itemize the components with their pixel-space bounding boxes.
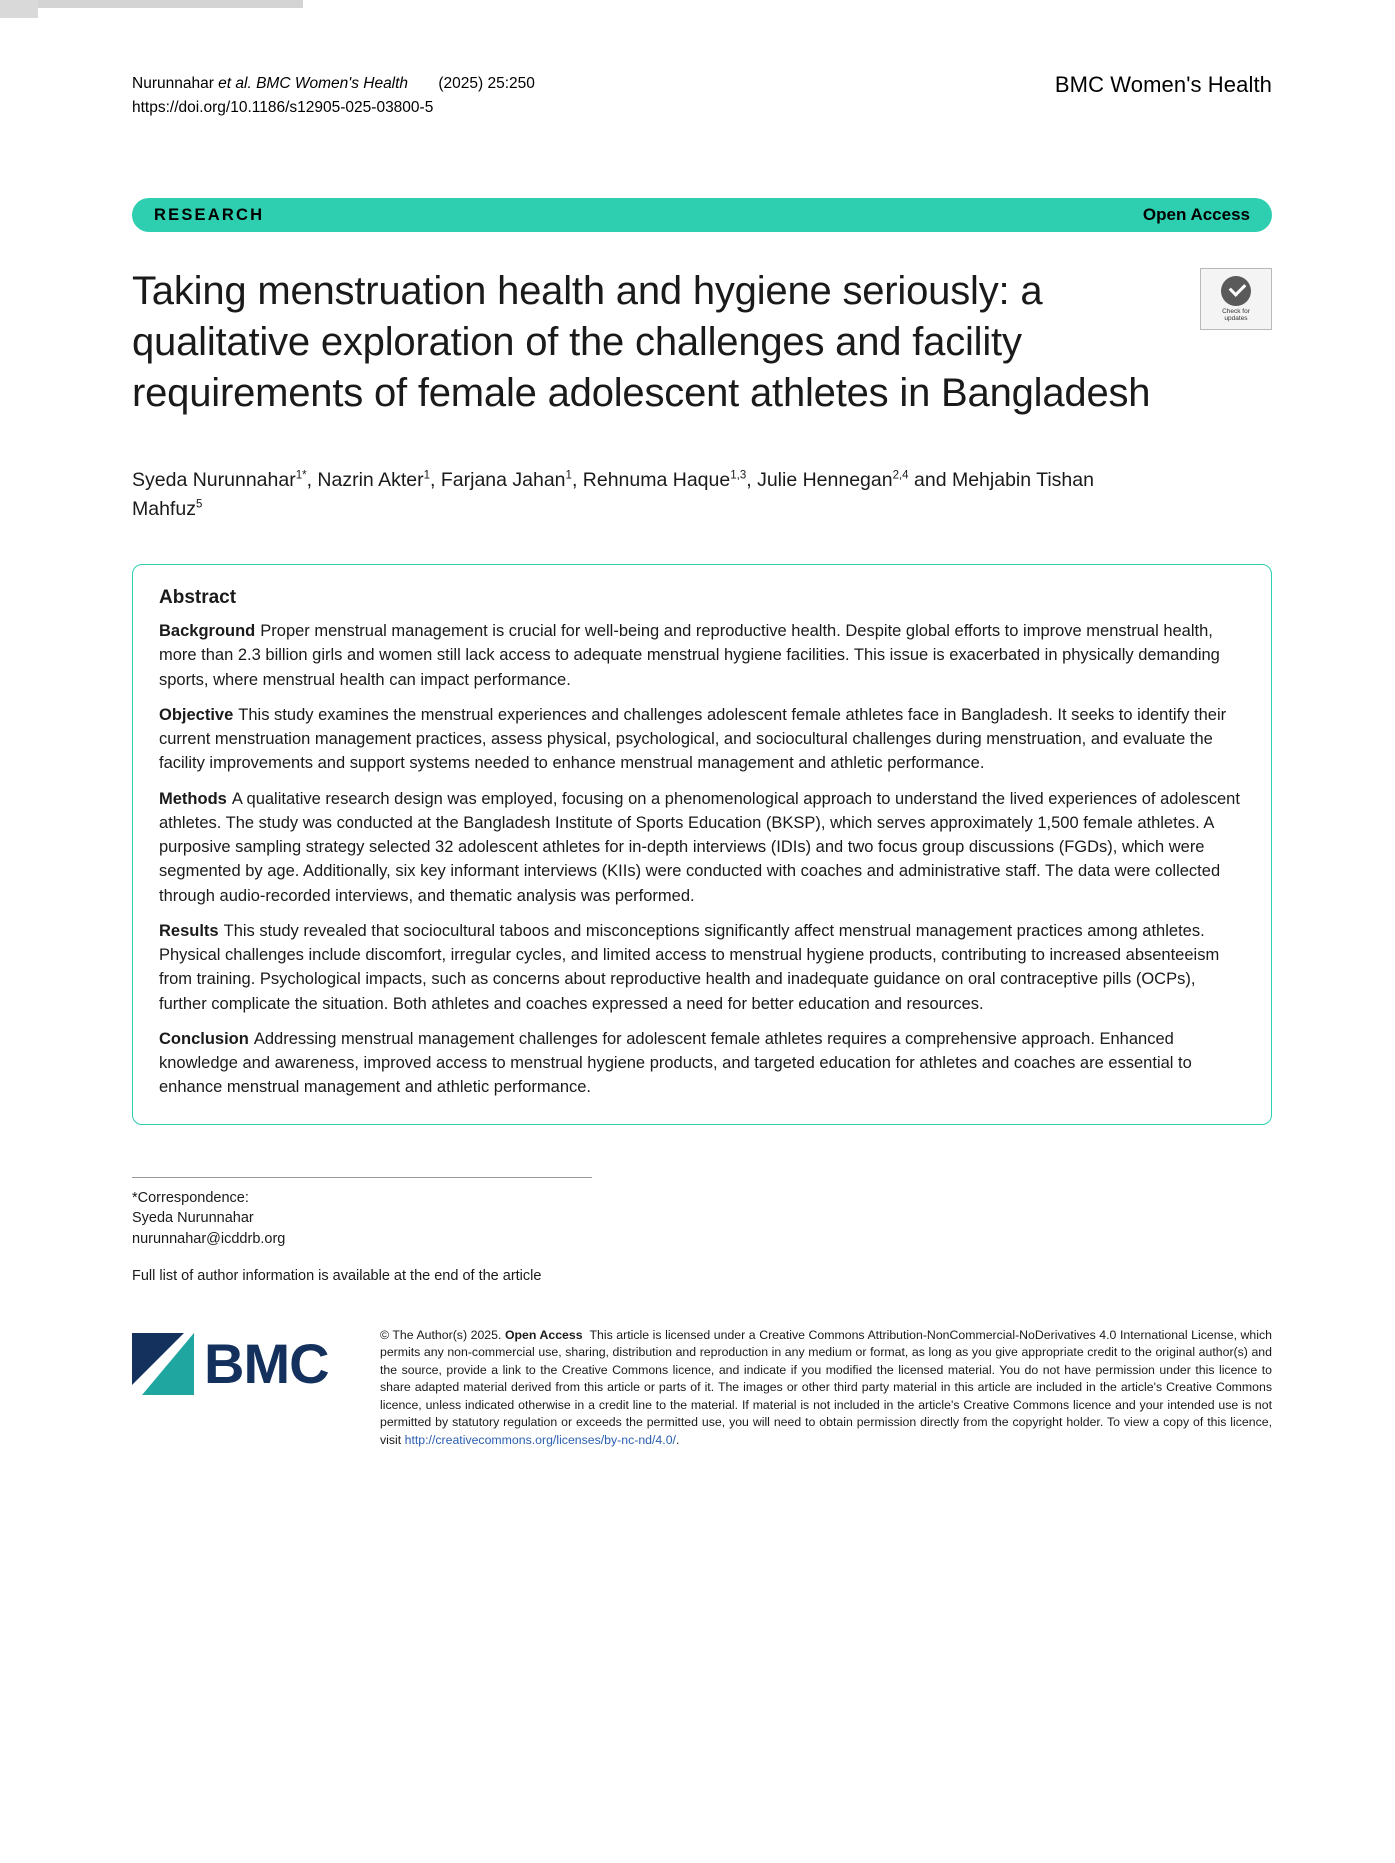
abstract-text-background: Proper menstrual management is crucial for well-being and reproductive health. Despite global efforts to improve menstrual health, more than 2.3 billion girls and women still lack access to adequate menstrual hygiene facilities. This issue is exacerbated in physically demanding sports, where menstrual health can impact performance. bbox=[159, 622, 1220, 689]
title-row bbox=[132, 266, 1272, 420]
abstract-label-background: Background bbox=[159, 622, 256, 641]
citation-issue: (2025) 25:250 bbox=[438, 75, 535, 92]
bmc-logo bbox=[132, 1321, 380, 1395]
bmc-wordmark: BMC bbox=[204, 1331, 329, 1395]
abstract-box bbox=[132, 564, 1272, 1125]
correspondence-divider bbox=[132, 1177, 592, 1178]
page-corner-marker bbox=[0, 0, 38, 18]
article-type-bar bbox=[132, 198, 1272, 232]
crossmark-line2: updates bbox=[1224, 315, 1248, 323]
license-text: © The Author(s) 2025. Open Access This article is licensed under a Creative Commons Attribution-NonCommercial-NoDerivatives 4.0 International License, which permits any non-commercial use, sharing, distribution and reproduction in any medium or format, as long as you give appropriate credit to the original author(s) and the source, provide a link to the Creative Commons licence, and indicate if you modified the licensed material. You do not have permission under this licence to share adapted material derived from this article or parts of it. The images or other third party material in this article are included in the article's Creative Commons licence, unless indicated otherwise in a credit line to the material. If material is not included in the article's Creative Commons licence and your intended use is not permitted by statutory regulation or exceeds the permitted use, you will need to obtain permission directly from the copyright holder. To view a copy of this licence, visit http://creativecommons.org/licenses/by-nc-nd/4.0/. bbox=[380, 1327, 1272, 1447]
abstract-label-objective: Objective bbox=[159, 705, 234, 724]
abstract-section-methods bbox=[159, 787, 1245, 908]
correspondence-name: Syeda Nurunnahar bbox=[132, 1210, 254, 1227]
abstract-text-objective: This study examines the menstrual experiences and challenges adolescent female athletes face in Bangladesh. It seeks to identify their current menstruation management practices, assess physical, psychological, and sociocultural challenges during menstruation, and evaluate the facility improvements and support systems needed to enhance menstrual management and athletic performance. bbox=[159, 705, 1227, 773]
journal-name: BMC Women's Health bbox=[1054, 72, 1272, 97]
page-content bbox=[132, 0, 1272, 1449]
check-icon bbox=[1221, 276, 1251, 306]
abstract-text-conclusion: Addressing menstrual management challenges for adolescent female athletes requires a comprehensive approach. Enhanced knowledge and awareness, improved access to menstrual hygiene products, and targeted education for athletes and coaches are essential to enhance menstrual management and athletic performance. bbox=[159, 1029, 1192, 1097]
open-access-label: Open Access bbox=[1142, 205, 1250, 225]
abstract-section-objective bbox=[159, 703, 1245, 776]
correspondence-email[interactable]: nurunnahar@icddrb.org bbox=[132, 1230, 286, 1247]
abstract-section-results bbox=[159, 919, 1245, 1016]
crossmark-line1: Check for bbox=[1222, 307, 1250, 315]
citation-block bbox=[132, 72, 535, 120]
correspondence-label: *Correspondence: bbox=[132, 1189, 249, 1206]
abstract-text-methods: A qualitative research design was employed, focusing on a phenomenological approach to understand the lived experiences of adolescent athletes. The study was conducted at the Bangladesh Institute of Sports Education (BKSP), which serves approximately 1,500 female athletes. A purposive sampling strategy selected 32 adolescent athletes for in-depth interviews (IDIs) and two focus group discussions (FGDs), which were segmented by age. Additionally, six key informant interviews (KIIs) were conducted with coaches and administrative staff. The data were collected through audio-recorded interviews, and thematic analysis was performed. bbox=[159, 789, 1240, 905]
abstract-section-background bbox=[159, 619, 1245, 692]
page-title: Taking menstruation health and hygiene seriously: a qualitative exploration of the challenges and facility requirements of female adolescent athletes in Bangladesh bbox=[132, 269, 1151, 416]
abstract-section-conclusion bbox=[159, 1027, 1245, 1100]
article-type-label: RESEARCH bbox=[154, 205, 265, 224]
correspondence-block bbox=[132, 1188, 1272, 1287]
author-list: Syeda Nurunnahar$^{1*}$, Nazrin Akter$^1$, Farjana Jahan$^1$, Rehnuma Haque$^{1,3}$, Julie Hennegan$^{2,4}$ and Mehjabin Tishan Mahfuz$^5$ bbox=[132, 468, 1094, 520]
citation-journal: et al. BMC Women's Health bbox=[218, 75, 409, 92]
abstract-label-conclusion: Conclusion bbox=[159, 1029, 249, 1048]
abstract-label-methods: Methods bbox=[159, 789, 227, 808]
abstract-label-results: Results bbox=[159, 921, 219, 940]
bmc-logo-icon bbox=[132, 1333, 194, 1395]
abstract-heading: Abstract bbox=[159, 587, 237, 609]
license-footer bbox=[132, 1321, 1272, 1449]
author-info-note: Full list of author information is available at the end of the article bbox=[132, 1268, 542, 1285]
running-head bbox=[132, 72, 1272, 120]
doi-link[interactable]: https://doi.org/10.1186/s12905-025-03800-5 bbox=[132, 99, 434, 117]
citation-line bbox=[132, 72, 535, 96]
crossmark-badge[interactable] bbox=[1200, 268, 1272, 330]
citation-author: Nurunnahar bbox=[132, 75, 214, 92]
abstract-text-results: This study revealed that sociocultural taboos and misconceptions significantly affect menstrual management practices among athletes. Physical challenges include discomfort, irregular cycles, and limited access to menstrual hygiene products, contributing to increased absenteeism from training. Psychological impacts, such as concerns about reproductive health and inadequate guidance on oral contraceptive pills (OCPs), further complicate the situation. Both athletes and coaches expressed a need for better education and resources. bbox=[159, 921, 1220, 1013]
